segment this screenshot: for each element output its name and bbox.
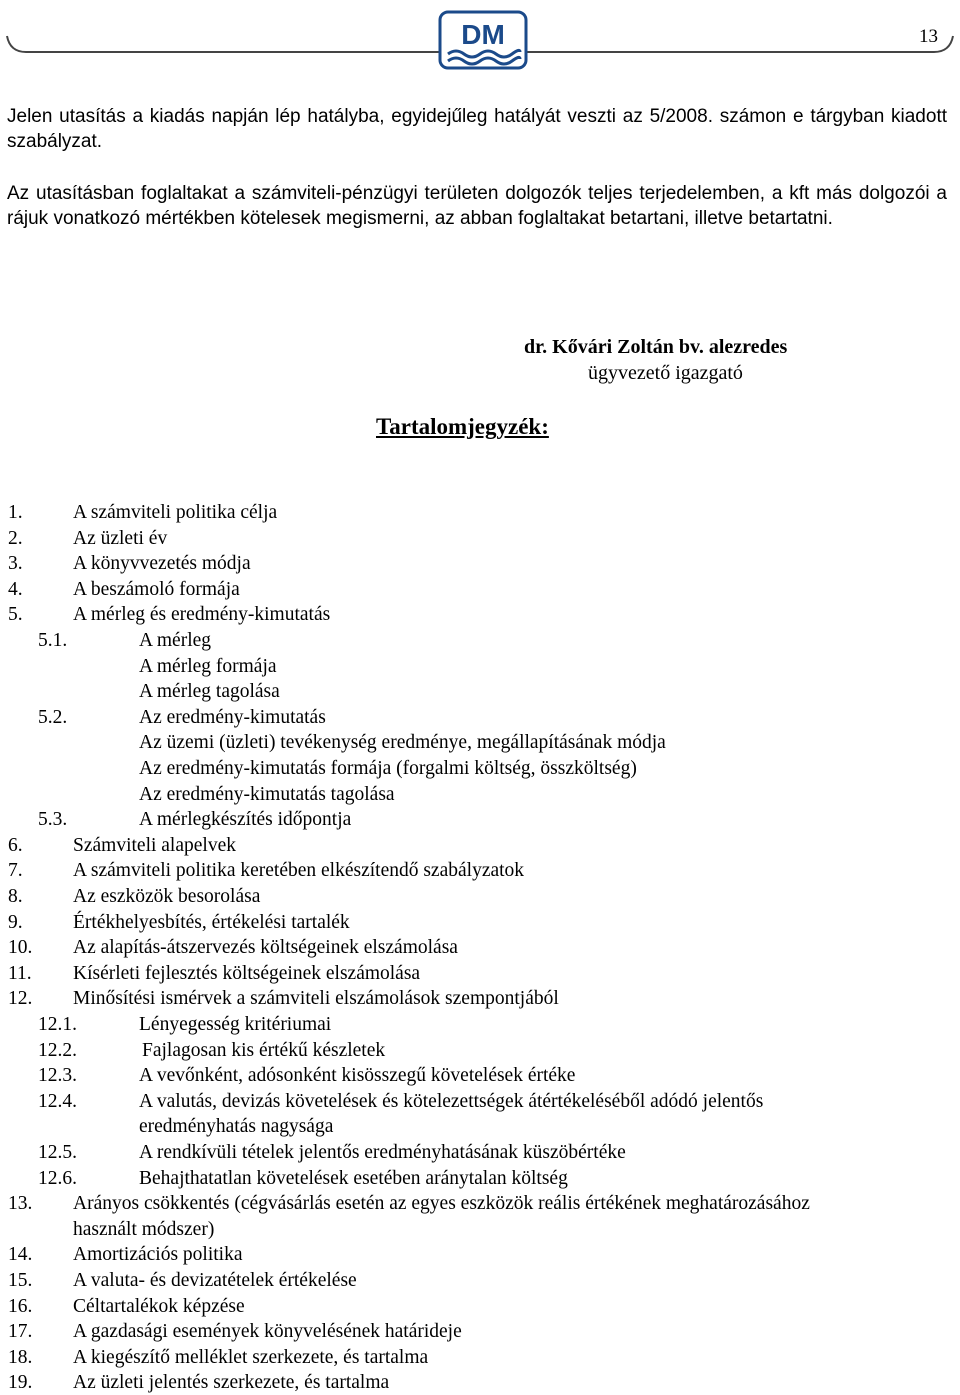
- toc-item-number: 13.: [8, 1193, 33, 1215]
- toc-item-text: A mérleg: [139, 630, 212, 651]
- toc-item-text: Az alapítás-átszervezés költségeinek elszámolása: [73, 937, 458, 959]
- toc-item-text: Értékhelyesbítés, értékelési tartalék: [73, 911, 350, 933]
- toc-item-number: 5.: [8, 604, 23, 626]
- toc-item-number: 11.: [8, 962, 32, 984]
- toc-item-text: A könyvvezetés módja: [73, 553, 251, 575]
- toc-item-text: A gazdasági események könyvelésének határideje: [73, 1321, 462, 1343]
- signer-name: dr. Kővári Zoltán bv. alezredes: [524, 336, 788, 358]
- intro-paragraph-1: Jelen utasítás a kiadás napján lép hatályba, egyidejűleg hatályát veszti az 5/2008. számon e tárgyban kiadott szabályzat.: [7, 106, 947, 152]
- toc-item-number: 17.: [8, 1321, 33, 1343]
- toc-item-text: A rendkívüli tételek jelentős eredményhatásának küszöbértéke: [139, 1142, 626, 1163]
- toc-item-text: Amortizációs politika: [73, 1244, 243, 1266]
- toc-item-number: 9.: [8, 911, 23, 933]
- toc-item-text: A kiegészítő melléklet szerkezete, és tartalma: [73, 1346, 429, 1368]
- toc-item-text: Az eszközök besorolása: [73, 886, 261, 907]
- toc-item-text: Az üzemi (üzleti) tevékenység eredménye, megállapításának módja: [139, 732, 666, 754]
- toc-item-number: 3.: [8, 553, 23, 575]
- toc-item-text: Az eredmény-kimutatás formája (forgalmi költség, összköltség): [139, 758, 637, 779]
- toc-item-text: A beszámoló formája: [73, 578, 240, 600]
- toc-item-number: 2.: [8, 527, 23, 549]
- toc-item-text: Számviteli alapelvek: [73, 834, 236, 856]
- toc-item-text: Az üzleti év: [73, 527, 168, 549]
- toc-item-text: A mérleg formája: [139, 655, 277, 677]
- toc-item-number: 6.: [8, 834, 23, 856]
- toc-item-number: 8.: [8, 886, 23, 907]
- toc-item-text: eredményhatás nagysága: [139, 1116, 334, 1138]
- toc-item-text: Minősítési ismérvek a számviteli elszámolások szempontjából: [73, 988, 559, 1010]
- toc-item-number: 16.: [8, 1295, 33, 1317]
- toc-item-number: 12.: [8, 988, 33, 1010]
- toc-item-number: 14.: [8, 1244, 33, 1266]
- toc-item-number: 12.3.: [38, 1065, 77, 1087]
- toc-item-number: 7.: [8, 860, 23, 882]
- toc-item-number: 12.2.: [38, 1039, 77, 1061]
- page-number: 13: [919, 26, 938, 47]
- toc-item-number: 1.: [8, 502, 23, 523]
- toc-item-number: 12.1.: [38, 1014, 77, 1035]
- toc-item-number: 12.6.: [38, 1167, 77, 1189]
- toc-item-text: A mérleg és eredmény-kimutatás: [73, 604, 331, 626]
- toc-item-text: Az eredmény-kimutatás: [139, 706, 326, 728]
- toc-item-text: Fajlagosan kis értékű készletek: [142, 1039, 386, 1061]
- toc-item-text: A valutás, devizás követelések és kötelezettségek átértékeléséből adódó jelentős: [139, 1090, 764, 1112]
- toc-item-text: Az eredmény-kimutatás tagolása: [139, 783, 395, 805]
- toc-item-number: 15.: [8, 1270, 33, 1291]
- toc-item-text: A számviteli politika célja: [73, 502, 278, 523]
- toc-item-text: A számviteli politika keretében elkészítendő szabályzatok: [73, 860, 525, 882]
- signer-title: ügyvezető igazgató: [588, 362, 743, 384]
- toc-item-number: 4.: [8, 578, 23, 600]
- toc-title: Tartalomjegyzék:: [376, 414, 549, 439]
- toc-item-number: 19.: [8, 1372, 33, 1394]
- toc-item-text: Arányos csökkentés (cégvásárlás esetén az egyes eszközök reális értékének meghatározásához: [73, 1193, 810, 1215]
- toc-item-text: Az üzleti jelentés szerkezete, és tartalma: [73, 1372, 390, 1394]
- toc-item-number: 5.2.: [38, 706, 68, 728]
- toc-item-number: 10.: [8, 937, 33, 959]
- toc-item-text: Lényegesség kritériumai: [139, 1014, 332, 1035]
- toc-item-number: 5.3.: [38, 809, 68, 831]
- toc-item-number: 12.4.: [38, 1090, 77, 1112]
- logo-text: DM: [461, 19, 505, 50]
- toc-item-number: 12.5.: [38, 1142, 77, 1163]
- toc-item-number: 5.1.: [38, 630, 68, 651]
- toc-item-text: A vevőnként, adósonként kisösszegű követelések értéke: [139, 1065, 576, 1087]
- toc-item-text: A valuta- és devizatételek értékelése: [73, 1270, 357, 1291]
- toc-item-text: A mérleg tagolása: [139, 681, 280, 703]
- toc-item-text: Kísérleti fejlesztés költségeinek elszámolása: [73, 962, 421, 984]
- intro-paragraph-2: Az utasításban foglaltakat a számviteli-pénzügyi területen dolgozók teljes terjedelemben, a kft más dolgozói a rájuk vonatkozó mértékben kötelesek megismerni, az abban foglaltakat betartani, illetve betartatni.: [7, 183, 947, 229]
- toc-item-text: Behajthatatlan követelések esetében aránytalan költség: [139, 1167, 568, 1189]
- toc-item-number: 18.: [8, 1346, 33, 1368]
- toc-item-text: Céltartalékok képzése: [73, 1295, 245, 1317]
- company-logo: [438, 10, 528, 70]
- toc-item-text: A mérlegkészítés időpontja: [139, 809, 352, 831]
- toc-item-text: használt módszer): [73, 1218, 215, 1240]
